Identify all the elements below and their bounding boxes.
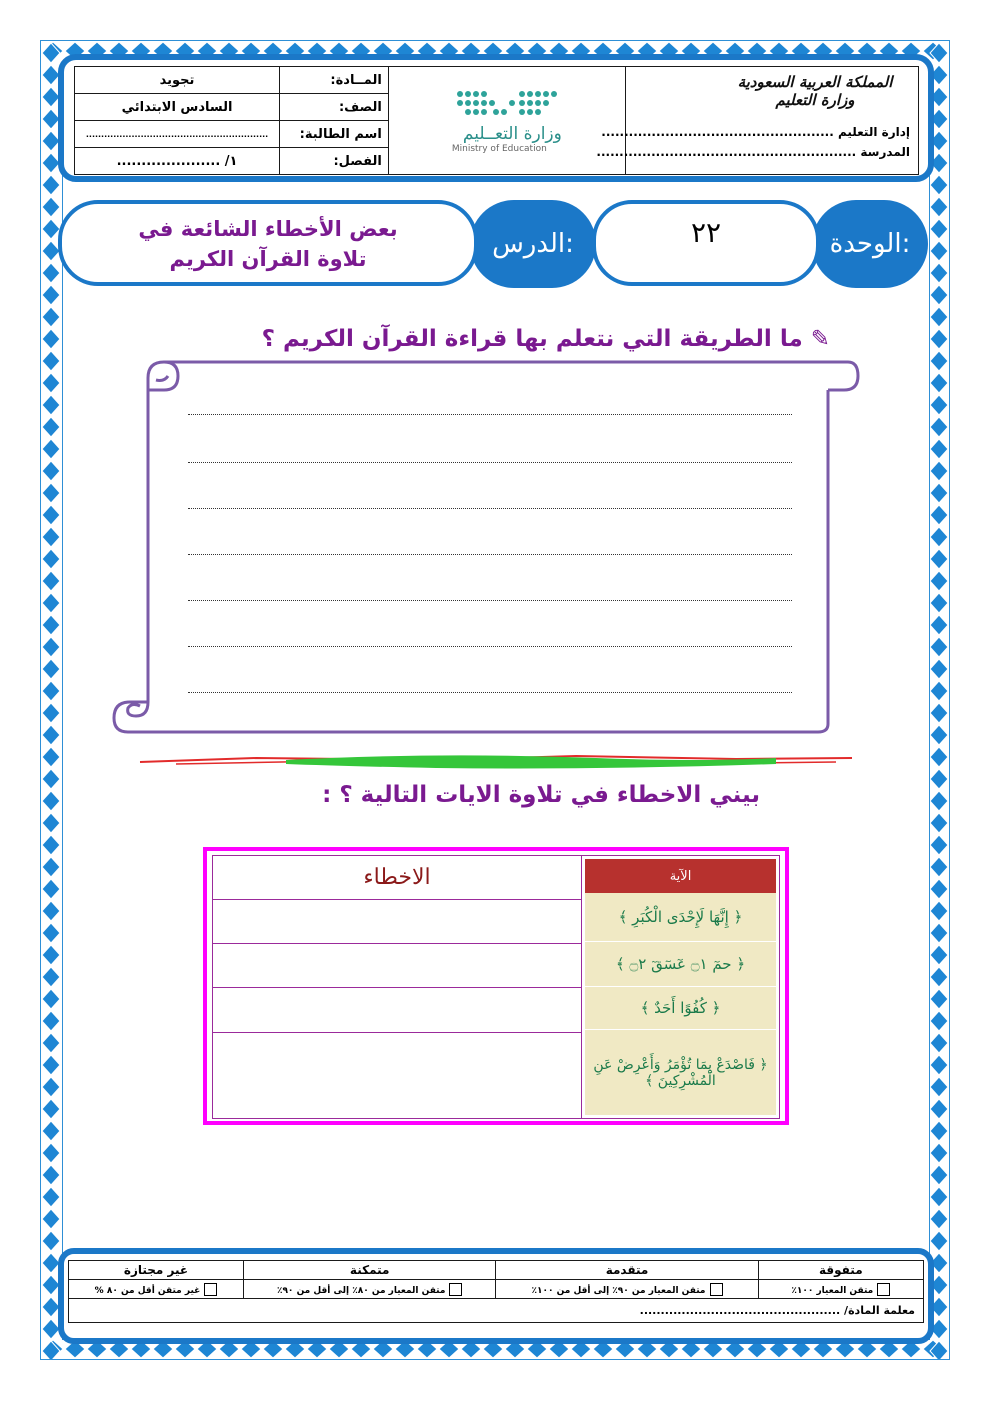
- ministry-logo: وزارة التعــليم Ministry of Education: [452, 86, 562, 154]
- answer-line[interactable]: [188, 692, 792, 693]
- subject-value: تجويد: [75, 67, 280, 94]
- mistake-answer-cell[interactable]: [213, 944, 582, 988]
- unit-value: ٢٢: [690, 216, 722, 249]
- class-field[interactable]: ١/ .....................: [75, 148, 280, 175]
- question-1: ✎ ما الطريقة التي نتعلم بها قراءة القرآن الكريم ؟: [261, 326, 830, 352]
- answer-line[interactable]: [188, 600, 792, 601]
- checkbox[interactable]: [877, 1283, 890, 1296]
- checkbox[interactable]: [449, 1283, 462, 1296]
- answer-line[interactable]: [188, 508, 792, 509]
- lesson-title: بعض الأخطاء الشائعة في تلاوة القرآن الكريم: [138, 217, 398, 271]
- edu-admin-field[interactable]: إدارة التعليم ...................................................: [601, 125, 910, 139]
- mistake-answer-cell[interactable]: [213, 988, 582, 1032]
- errors-table-frame: [203, 847, 789, 1125]
- class-label: الفصل:: [280, 148, 389, 175]
- mistake-answer-cell[interactable]: [213, 1032, 582, 1118]
- subject-label: المــادة:: [280, 67, 389, 94]
- criterion-advanced: متقن المعيار من ٩٠٪ إلى أقل من ١٠٠٪: [496, 1280, 758, 1299]
- criterion-not-passed: غير متقن أقل من ٨٠ %: [69, 1280, 244, 1299]
- level-proficient: متمكنة: [243, 1261, 495, 1280]
- teacher-signature[interactable]: معلمة المادة/ ................................................: [69, 1299, 924, 1323]
- verses-image: [585, 859, 776, 1115]
- pencil-icon: ✎: [810, 326, 830, 352]
- errors-table: [212, 855, 780, 1119]
- school-field[interactable]: المدرسة .........................................................: [596, 145, 910, 159]
- mistakes-header: الاخطاء: [213, 856, 582, 900]
- answer-line[interactable]: [188, 414, 792, 415]
- verse-4: ﴿ فَاصْدَعْ بِمَا تُؤْمَرُ وَأَعْرِضْ عَنِ الْمُشْرِكِينَ ﴾: [593, 1056, 768, 1089]
- lesson-label: الدرس:: [492, 229, 574, 259]
- header-table: [74, 66, 919, 175]
- student-name-field[interactable]: ............................................................: [75, 121, 280, 148]
- criterion-proficient: متقن المعيار من ٨٠٪ إلى أقل من ٩٠٪: [243, 1280, 495, 1299]
- grade-value: السادس الابتدائي: [75, 94, 280, 121]
- checkbox[interactable]: [204, 1283, 217, 1296]
- verses-cell: [582, 856, 780, 1119]
- student-name-label: اسم الطالبة:: [280, 121, 389, 148]
- lesson-title-box: [58, 200, 478, 286]
- diamond-border-right: [929, 41, 949, 1359]
- header-box: [58, 54, 934, 182]
- unit-value-box: [592, 200, 820, 286]
- ministry-logo-dots-icon: [452, 86, 562, 120]
- question-2: بيني الاخطاء في تلاوة الايات التالية ؟ :: [322, 782, 760, 808]
- answer-line[interactable]: [188, 554, 792, 555]
- mistake-answer-cell[interactable]: [213, 900, 582, 944]
- answer-line[interactable]: [188, 462, 792, 463]
- level-excellent: متفوقة: [758, 1261, 923, 1280]
- verse-1: ﴿ إِنَّهَا لَإِحْدَى الْكُبَرِ ﴾: [585, 893, 776, 942]
- kingdom-cell: [596, 67, 918, 175]
- unit-label-pill: [812, 200, 928, 288]
- lesson-label-pill: [470, 200, 596, 288]
- verse-3: ﴿ كُفُوًا أَحَدٌ ﴾: [585, 987, 776, 1030]
- level-not-passed: غير مجتازة: [69, 1261, 244, 1280]
- decorative-divider: [136, 750, 856, 774]
- assessment-table: [68, 1260, 924, 1323]
- assessment-footer: [58, 1248, 934, 1344]
- criterion-excellent: متقن المعيار ١٠٠٪: [758, 1280, 923, 1299]
- ministry-logo-cell: [388, 67, 625, 175]
- kingdom-logo: المملكة العربية السعودية وزارة التعليم: [737, 73, 893, 109]
- unit-label: الوحدة:: [829, 229, 911, 259]
- verse-2: ﴿ حمٓ ۝١ عٓسٓقٓ ۝٢ ﴾: [585, 942, 776, 987]
- scroll-frame: [108, 356, 864, 736]
- verse-header: الآية: [585, 859, 776, 893]
- grade-label: الصف:: [280, 94, 389, 121]
- level-advanced: متقدمة: [496, 1261, 758, 1280]
- answer-line[interactable]: [188, 646, 792, 647]
- checkbox[interactable]: [710, 1283, 723, 1296]
